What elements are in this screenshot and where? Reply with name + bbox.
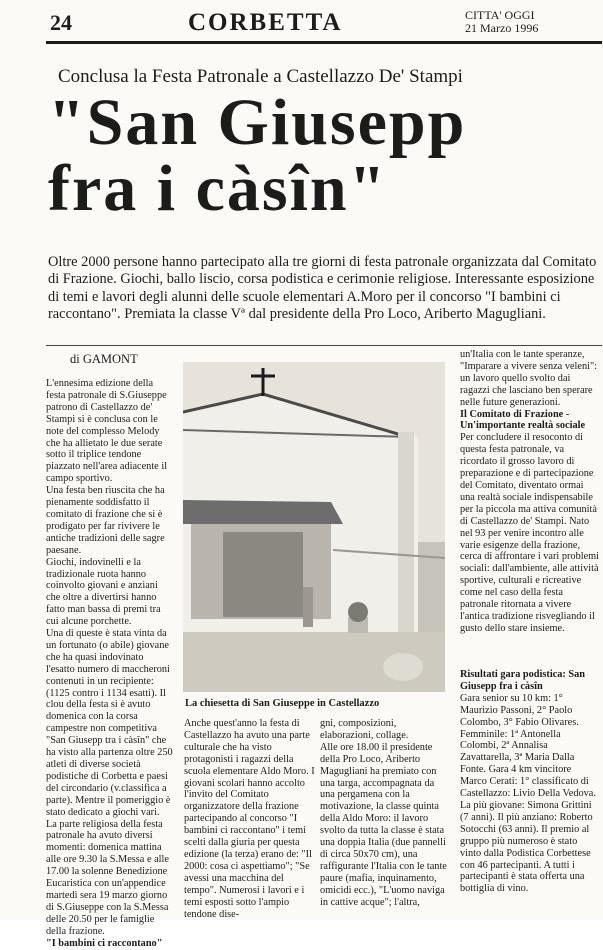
headline-line-2: fra i càsîn"	[48, 152, 388, 225]
byline: di GAMONT	[70, 352, 138, 366]
results-box	[460, 669, 600, 895]
col4-paragraph-1: Anche quest'anno la festa di Castellazzo ha avuto una parte culturale che ha visto protagonisti i ragazzi della scuola elementare Aldo Moro. I giovani scolari hanno accolto l'invito del Comitato organizzatore della frazione partecipando al concorso "I bambini ci raccontano" i temi scelti dalla giuria per questa edizione (la terza) erano de: "Il 2000: cosa ci aspettiamo"; "Se avessi una macchina del tempo". Numerosi i lavori e i temi esposti sotto l'ampio tendone dise-	[184, 718, 315, 920]
col3-paragraph-1: un'Italia con le tante speranze, "Imparare a vivere senza veleni": un lavoro quello svolto dai ragazzi che lasciano ben sperare nelle future generazioni.	[460, 349, 598, 408]
col1-paragraph-5: La parte religiosa della festa patronale ha avuto diversi momenti: domenica mattina alle ore 9.30 la S.Messa e alle 17.00 la solenne Benedizione Eucaristica con un'appendice martedì sera 19 marzo giorno di S.Giuseppe con la S.Messa delle 20.50 per le famiglie della frazione.	[46, 818, 169, 937]
masthead	[0, 0, 603, 46]
church-illustration	[183, 362, 445, 692]
results-text: Gara senior su 10 km: 1° Maurizio Passoni, 2° Paolo Colombo, 3° Fabio Olivares. Femminile: 1ª Antonella Colombi, 2ª Annalisa Zavattarella, 3ª Maria Dalla Fonte. Gara 4 km vincitore Marco Cerati: 1° classificato di Castellazzo: Livio Della Vedova. La più giovane: Simona Grittini (7 anni). Il più anziano: Roberto Sotocchi (63 anni). Il premio al gruppo più numeroso è stato vinto dalla Podistica Corbettese con 46 partecipanti. A tutti i partecipanti è stata offerta una bottiglia di vino.	[460, 692, 596, 895]
headline-line-1: "San Giusepp	[48, 86, 467, 159]
col5-paragraph-2: Alle ore 18.00 il presidente della Pro Loco, Ariberto Magugliani ha premiato con una targa, accompagnata da una pergamena con la motivazione, la classe quinta della Aldo Moro: il lavoro svolto da tutta la classe è stata una doppia Italia (due pannelli di circa 50x70 cm), una raffigurante l'Italia con le tante paure (mafia, inquinamento, omicidi ecc.), "L'uomo naviga in cattive acque"; l'altra,	[320, 741, 447, 908]
church-photo	[183, 362, 445, 692]
page-number: 24	[50, 10, 72, 35]
photo-caption: La chiesetta di San Giuseppe in Castellazzo	[185, 698, 380, 709]
article-headline	[48, 86, 600, 225]
col1-paragraph-2: Una festa ben riuscita che ha pienamente soddisfatto il comitato di frazione che si è prodigato per far rivivere le antiche tradizioni delle sagre paesane.	[46, 485, 165, 556]
column-3	[460, 349, 600, 635]
column-1	[46, 378, 174, 950]
col1-paragraph-3: Giochi, indovinelli e la tradizionale ruota hanno coinvolto giovani e anziani che oltre a divertirsi hanno fatto man bassa di premi tra cui alcune porchette.	[46, 556, 161, 628]
masthead-rule	[46, 41, 602, 44]
paper-name: CITTA' OGGI	[465, 8, 535, 22]
column-5	[320, 718, 451, 909]
col5-paragraph-1: gni, composizioni, elaborazioni, collage.	[320, 718, 409, 741]
col1-paragraph-4: Una di queste è stata vinta da un fortunato (o abile) giovane che ha quasi indovinato l'esatto numero di maccheroni contenuti in un recipiente: (1125 contro i 1134 esatti). Il clou della festa si è avuto domenica con la corsa campestre non competitiva "San Giusepp tra i càsîn" che ha visto alla partenza oltre 250 atleti di diverse società podistiche di Corbetta e paesi del circondario (v.classifica a parte). Mentre il pomeriggio è stato dedicato a giochi vari.	[46, 628, 173, 818]
section-title: CORBETTA	[188, 9, 343, 36]
paper-info	[465, 9, 538, 35]
col3-subhead: Il Comitato di Frazione - Un'importante realtà sociale	[460, 408, 586, 432]
column-4	[184, 718, 315, 920]
col1-paragraph-1: L'ennesima edizione della festa patronale di S.Giuseppe patrono di Castellazzo de' Stampi si è conclusa con le note del complesso Melody che ha allietato le due serate sotto il triplice tendone piazzato nell'area adiacente il campo sportivo.	[46, 378, 168, 485]
lede-rule	[46, 345, 602, 346]
article-kicker: Conclusa la Festa Patronale a Castellazzo De' Stampi	[58, 66, 463, 87]
col1-subhead: "I bambini ci raccontano"	[46, 937, 163, 949]
results-heading: Risultati gara podistica: San Giusepp fra i càsîn	[460, 669, 586, 692]
col3-paragraph-2: Per concludere il resoconto di questa festa patronale, va ricordato il grosso lavoro di preparazione e di partecipazione del Comitato, diventato ormai una realtà sociale indispensabile per la piccola ma attiva comunità di Castellazzo de' Stampi. Nato nel 93 per venire incontro alle varie esigenze della frazione, cerca di affrontare i vari problemi sociali: dall'ambiente, alle attività sportive, culturali e ricreative come nel caso della festa patronale ritornata a vivere l'antica tradizione risvegliando il gusto dello stare insieme.	[460, 432, 600, 634]
issue-date: 21 Marzo 1996	[465, 21, 539, 35]
article-lede: Oltre 2000 persone hanno partecipato alla tre giorni di festa patronale organizzata dal Comitato di Frazione. Giochi, ballo liscio, corsa podistica e cerimonie religiose. Interessante esposizione di temi e lavori degli alunni delle scuole elementari A.Moro per il concorso "I bambini ci raccontano". Premiata la classe Vª dal presidente della Pro Loco, Ariberto Magugliani.	[48, 254, 597, 322]
